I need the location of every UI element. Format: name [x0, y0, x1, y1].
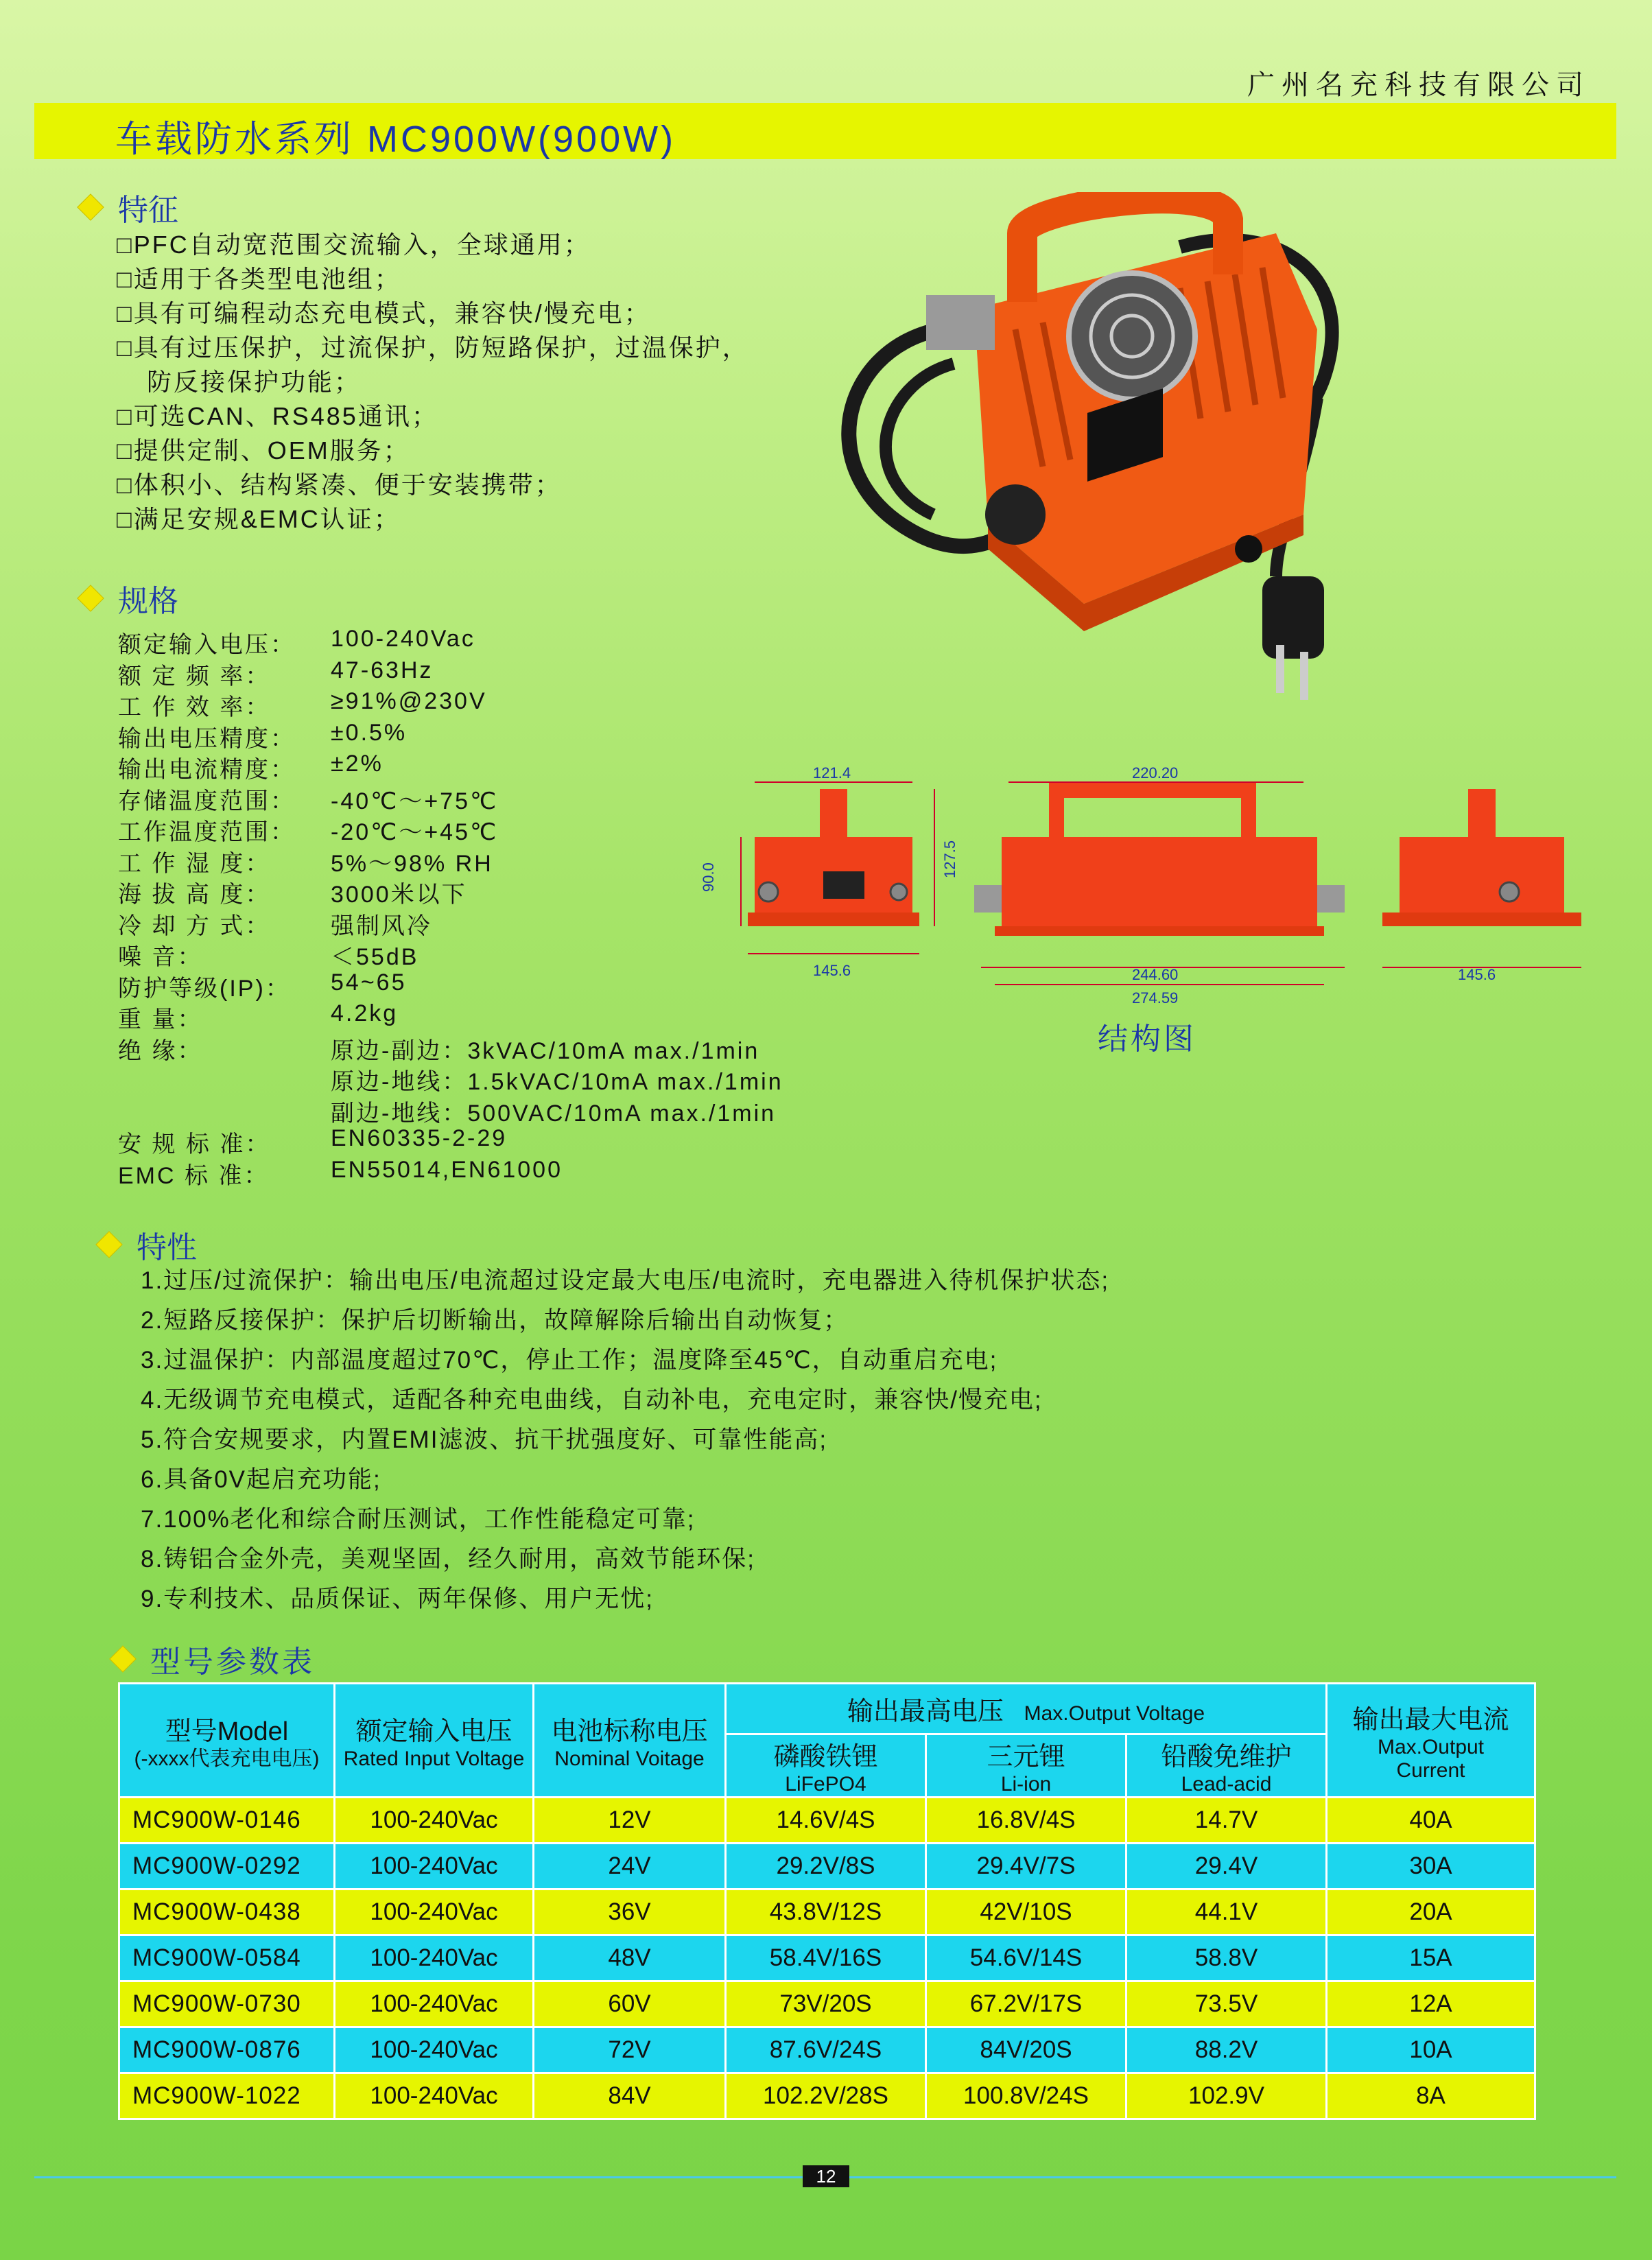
side-view [974, 790, 1345, 936]
table-cell: 40A [1327, 1798, 1535, 1844]
page-number: 12 [803, 2165, 849, 2187]
table-heading [113, 1637, 315, 1681]
characteristics-heading [99, 1223, 197, 1267]
spec-key: 防护等级(IP)： [118, 975, 291, 1002]
spec-value: 3000米以下 [331, 882, 467, 908]
spec-row [118, 688, 487, 722]
table-cell: MC900W-0584 [119, 1935, 335, 1981]
table-cell: 100.8V/24S [926, 2073, 1126, 2119]
dim-front-height: 90.0 [700, 862, 717, 892]
spec-row [118, 938, 418, 972]
table-cell: 102.9V [1126, 2073, 1327, 2119]
spec-key: 工 作 效 率： [118, 694, 271, 720]
table-cell: 24V [534, 1844, 726, 1890]
spec-key: 重 量： [118, 1007, 203, 1033]
header-max-current: 输出最大电流 Max.Output Current [1327, 1684, 1535, 1798]
list-item: □满足安规&EMC认证； [117, 505, 401, 533]
dim-front-width: 121.4 [813, 764, 851, 781]
spec-key: 额 定 频 率： [118, 663, 271, 690]
spec-key: 输出电压精度： [118, 725, 296, 752]
table-cell: 60V [534, 1981, 726, 2027]
table-cell: 88.2V [1126, 2027, 1327, 2073]
specs-heading [81, 576, 178, 620]
table-cell: 58.8V [1126, 1935, 1327, 1981]
structure-diagram [686, 762, 1592, 1015]
spec-value: ＜55dB [331, 944, 419, 970]
list-item: □具有可编程动态充电模式，兼容快/慢充电； [117, 299, 651, 327]
spec-row [118, 1125, 507, 1159]
spec-value: 100-240Vac [331, 626, 475, 652]
table-heading-label: 型号参数表 [150, 1645, 315, 1679]
spec-key: 绝 缘： [118, 1037, 203, 1064]
dim-side-top: 220.20 [1132, 764, 1179, 781]
table-cell: 48V [534, 1935, 726, 1981]
spec-key [118, 1094, 331, 1128]
table-cell: 84V [534, 2073, 726, 2119]
diamond-bullet-icon [77, 193, 104, 221]
features-list [117, 228, 749, 537]
spec-value: -20℃～+45℃ [331, 819, 499, 845]
header-input: 额定输入电压 Rated Input Voltage [335, 1684, 534, 1798]
spec-value: -40℃～+75℃ [331, 788, 499, 814]
list-item: 防反接保护功能； [147, 368, 362, 396]
spec-value: EN55014,EN61000 [331, 1156, 563, 1183]
table-cell: MC900W-0146 [119, 1798, 335, 1844]
diagram-caption: 结构图 [1098, 1022, 1196, 1056]
list-item: □具有过压保护，过流保护，防短路保护，过温保护， [117, 333, 749, 362]
header-model: 型号Model (-xxxx代表充电电压) [119, 1684, 335, 1798]
spec-row [118, 969, 407, 1003]
features-heading-label: 特征 [118, 193, 178, 227]
spec-value: 47-63Hz [331, 657, 434, 683]
table-cell: 8A [1327, 2073, 1535, 2119]
spec-value: ≥91%@230V [331, 688, 487, 714]
spec-value: 54~65 [331, 969, 407, 996]
table-cell: 73.5V [1126, 1981, 1327, 2027]
table-cell: MC900W-0730 [119, 1981, 335, 2027]
table-row [119, 2073, 1535, 2119]
list-item: □可选CAN、RS485通讯； [117, 402, 438, 430]
table-cell: 87.6V/24S [726, 2027, 926, 2073]
spec-row [118, 782, 498, 816]
spec-value: ±2% [331, 751, 384, 777]
list-item: □适用于各类型电池组； [117, 265, 401, 293]
header-lead-acid: 铅酸免维护 Lead-acid [1126, 1734, 1327, 1798]
specs-heading-label: 规格 [118, 585, 178, 618]
table-cell: 100-240Vac [335, 1935, 534, 1981]
list-item: 5.符合安规要求，内置EMI滤波、抗干扰强度好、可靠性能高; [141, 1426, 828, 1453]
table-cell: 20A [1327, 1890, 1535, 1935]
list-item: 3.过温保护：内部温度超过70℃，停止工作；温度降至45℃，自动重启充电; [141, 1347, 998, 1374]
table-cell: 42V/10S [926, 1890, 1126, 1935]
spec-row [118, 813, 498, 847]
table-cell: MC900W-0876 [119, 2027, 335, 2073]
model-parameter-table [118, 1682, 1536, 2120]
table-cell: 30A [1327, 1844, 1535, 1890]
list-item: □PFC自动宽范围交流输入，全球通用； [117, 231, 591, 259]
table-row [119, 2027, 1535, 2073]
table-row [119, 1981, 1535, 2027]
spec-key: 工 作 湿 度： [118, 850, 271, 877]
diamond-bullet-icon [77, 585, 104, 612]
list-item: 1.过压/过流保护：输出电压/电流超过设定最大电压/电流时，充电器进入待机保护状态; [141, 1267, 1110, 1294]
list-item: 7.100%老化和综合耐压测试，工作性能稳定可靠; [141, 1506, 696, 1533]
list-item: 4.无级调节充电模式，适配各种充电曲线，自动补电，充电定时，兼容快/慢充电; [141, 1387, 1043, 1413]
table-cell: 43.8V/12S [726, 1890, 926, 1935]
spec-value: 强制风冷 [331, 913, 432, 939]
spec-key: EMC 标 准： [118, 1162, 270, 1189]
features-heading [81, 185, 178, 229]
spec-key: 输出电流精度： [118, 757, 296, 783]
table-cell: 29.2V/8S [726, 1844, 926, 1890]
table-cell: 100-240Vac [335, 1981, 534, 2027]
table-cell: 67.2V/17S [926, 1981, 1126, 2027]
table-cell: 12A [1327, 1981, 1535, 2027]
dim-front-total-height: 127.5 [941, 840, 958, 878]
spec-value: 原边-地线：1.5kVAC/10mA max./1min [331, 1069, 783, 1095]
spec-key: 噪 音： [118, 944, 203, 970]
spec-value: 5%～98% RH [331, 850, 493, 877]
spec-row [118, 1157, 563, 1190]
page-title: 车载防水系列 MC900W(900W) [115, 119, 676, 160]
header-lifepo4: 磷酸铁锂 LiFePO4 [726, 1734, 926, 1798]
characteristics-heading-label: 特性 [137, 1231, 197, 1264]
spec-row [118, 1032, 759, 1066]
table-cell: 12V [534, 1798, 726, 1844]
spec-row [118, 845, 493, 878]
spec-row [118, 626, 475, 659]
characteristics-list [141, 1261, 1109, 1619]
spec-row [118, 657, 434, 691]
diamond-bullet-icon [109, 1645, 137, 1673]
table-cell: MC900W-0292 [119, 1844, 335, 1890]
table-cell: 73V/20S [726, 1981, 926, 2027]
table-row [119, 1798, 1535, 1844]
list-item: 8.铸铝合金外壳，美观坚固，经久耐用，高效节能环保; [141, 1546, 755, 1573]
table-cell: 102.2V/28S [726, 2073, 926, 2119]
list-item: 9.专利技术、品质保证、两年保修、用户无忧; [141, 1586, 654, 1612]
table-cell: MC900W-0438 [119, 1890, 335, 1935]
front-view [748, 789, 919, 926]
company-name: 广州名充科技有限公司 [1247, 70, 1590, 100]
table-cell: 29.4V/7S [926, 1844, 1126, 1890]
spec-key: 额定输入电压： [118, 632, 296, 658]
table-cell: 44.1V [1126, 1890, 1327, 1935]
table-cell: 84V/20S [926, 2027, 1126, 2073]
list-item: □提供定制、OEM服务； [117, 436, 410, 464]
header-li-ion: 三元锂 Li-ion [926, 1734, 1126, 1798]
list-item: □体积小、结构紧凑、便于安装携带； [117, 471, 562, 499]
dim-back-base: 145.6 [1458, 966, 1496, 983]
spec-value: 4.2kg [331, 1000, 399, 1026]
spec-key [118, 1063, 331, 1096]
spec-row [118, 720, 407, 753]
table-cell: MC900W-1022 [119, 2073, 335, 2119]
spec-key: 冷 却 方 式： [118, 913, 271, 939]
spec-row [118, 1094, 776, 1128]
table-cell: 72V [534, 2027, 726, 2073]
spec-row [118, 907, 432, 941]
table-cell: 58.4V/16S [726, 1935, 926, 1981]
spec-key: 海 拔 高 度： [118, 882, 271, 908]
back-view [1382, 789, 1581, 926]
spec-key: 安 规 标 准： [118, 1131, 271, 1157]
spec-row [118, 875, 467, 909]
header-nominal: 电池标称电压 Nominal Voitage [534, 1684, 726, 1798]
spec-value: ±0.5% [331, 719, 408, 746]
dim-side-total: 274.59 [1132, 989, 1179, 1007]
table-cell: 10A [1327, 2027, 1535, 2073]
table-cell: 100-240Vac [335, 1798, 534, 1844]
table-cell: 15A [1327, 1935, 1535, 1981]
table-cell: 100-240Vac [335, 2027, 534, 2073]
table-row [119, 1890, 1535, 1935]
spec-value: 原边-副边：3kVAC/10mA max./1min [331, 1037, 760, 1064]
charger-product-image [796, 192, 1372, 734]
table-cell: 14.7V [1126, 1798, 1327, 1844]
diamond-bullet-icon [95, 1231, 123, 1258]
table-row [119, 1844, 1535, 1890]
table-cell: 100-240Vac [335, 1844, 534, 1890]
table-cell: 100-240Vac [335, 1890, 534, 1935]
table-cell: 54.6V/14S [926, 1935, 1126, 1981]
list-item: 6.具备0V起启充功能; [141, 1466, 381, 1493]
table-cell: 100-240Vac [335, 2073, 534, 2119]
table-cell: 14.6V/4S [726, 1798, 926, 1844]
dim-front-base: 145.6 [813, 962, 851, 979]
table-row [119, 1935, 1535, 1981]
header-max-voltage: 输出最高电压 Max.Output Voltage [726, 1684, 1327, 1734]
table-cell: 16.8V/4S [926, 1798, 1126, 1844]
dim-side-inner: 244.60 [1132, 966, 1179, 983]
spec-row [118, 1063, 783, 1096]
spec-key: 存储温度范围： [118, 788, 296, 814]
spec-row [118, 1000, 398, 1034]
spec-key: 工作温度范围： [118, 819, 296, 845]
list-item: 2.短路反接保护：保护后切断输出，故障解除后输出自动恢复； [141, 1307, 849, 1334]
title-bar [34, 103, 1616, 159]
spec-value: EN60335-2-29 [331, 1125, 508, 1151]
spec-value: 副边-地线：500VAC/10mA max./1min [331, 1100, 777, 1127]
table-cell: 29.4V [1126, 1844, 1327, 1890]
table-cell: 36V [534, 1890, 726, 1935]
spec-row [118, 751, 384, 784]
